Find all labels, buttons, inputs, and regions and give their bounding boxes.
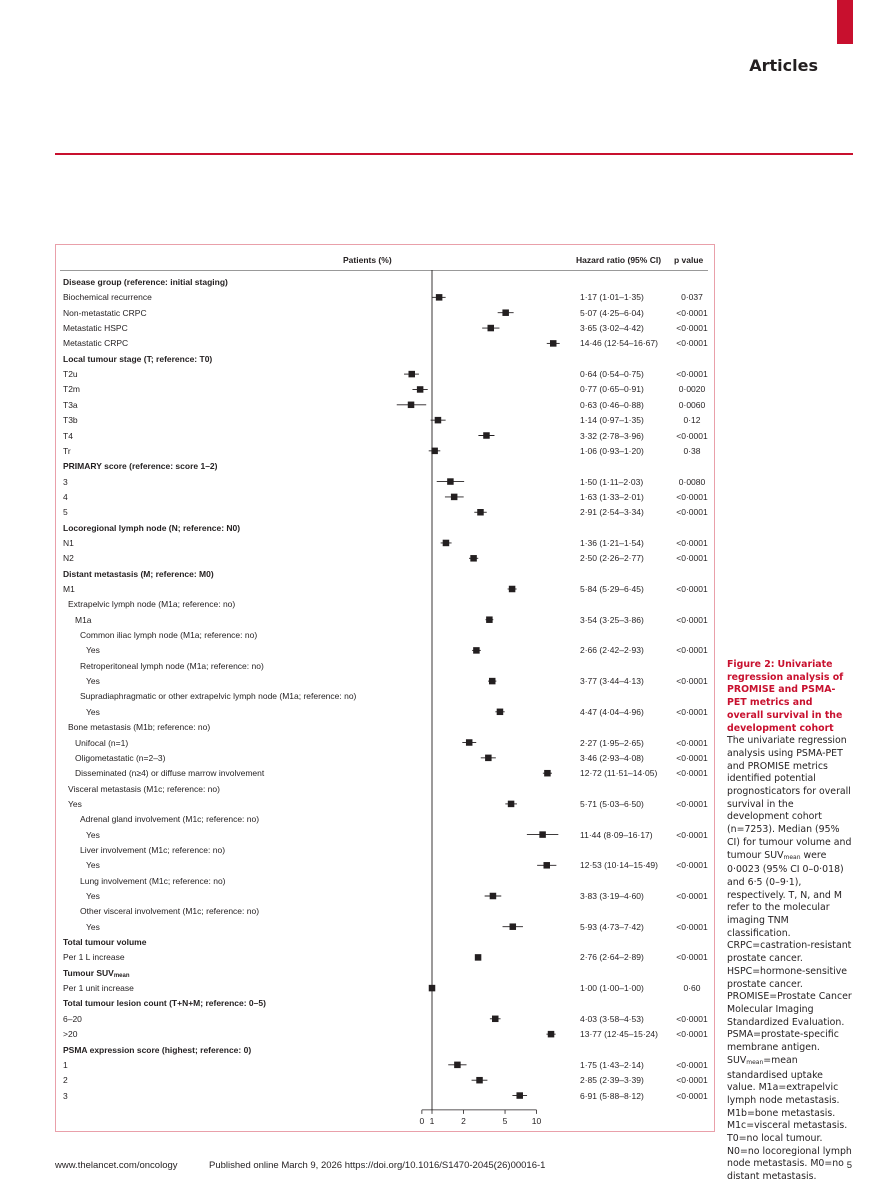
row-label [75,613,92,627]
hazard-ratio-cell: 1·14 (0·97–1·35) [580,415,644,426]
row-label-text: Metastatic CRPC [63,338,129,349]
caption-body-2: were 0·0023 (95% CI 0–0·018) and 6·5 (0–9·1), respectively. T, N, and M refer to the molecular imaging TNM classification. CRPC=castration-resistant prostate cancer. HSPC=hormone-sensitive prostate cancer. PROMISE=Prostate Cancer Molecular Imaging Standardized Evaluation. PSMA=prostate-specific membrane antigen. SUV [727,849,852,1066]
section-title: Articles [749,56,818,75]
hazard-ratio-cell: 12·53 (10·14–15·49) [580,860,658,871]
row-label [63,1089,68,1103]
row-label [63,336,128,350]
p-value-cell: <0·0001 [676,752,708,763]
p-value-cell: <0·0001 [676,737,708,748]
hazard-ratio-cell: 0·77 (0·65–0·91) [580,384,644,395]
p-value-cell: <0·0001 [676,798,708,809]
hazard-ratio-cell: 2·76 (2·64–2·89) [580,952,644,963]
row-label-text: Tr [63,445,71,456]
p-value-cell: <0·0001 [676,860,708,871]
row-label-text: 4 [63,491,68,502]
hazard-ratio-cell: 13·77 (12·45–15·24) [580,1029,658,1040]
row-label-text: Yes [86,829,100,840]
p-value-cell: <0·0001 [676,553,708,564]
row-label-text: Yes [86,860,100,871]
row-label [63,382,80,396]
row-label [63,1043,251,1057]
x-tick-label: 0 [419,1115,425,1126]
row-label-text: Other visceral involvement (M1c; reference: no) [80,906,260,917]
row-label-text: Common iliac lymph node (M1a; reference: no) [80,630,258,641]
row-label-text: 3 [63,476,68,487]
hazard-ratio-cell: 3·77 (3·44–4·13) [580,676,644,687]
col-header-hazard-ratio: Hazard ratio (95% CI) [576,255,662,265]
row-label-text: T4 [63,430,73,441]
page-number: 5 [846,1160,852,1171]
hazard-ratio-cell: 1·50 (1·11–2·03) [580,476,644,487]
header-rule [55,153,853,155]
footer-journal-url[interactable]: www.thelancet.com/oncology [55,1160,178,1171]
p-value-cell: 0·38 [683,445,701,456]
caption-body-3: =mean standardised uptake value. M1a=extrapelvic lymph node metastasis. M1b=bone metastasis. M1c=visceral metastasis. T0=no local tumour. N0=no locoregional lymph node metastasis. M0=no distant metastasis. [727,1054,852,1183]
hazard-ratio-cell: 1·75 (1·43–2·14) [580,1059,644,1070]
p-value-cell: <0·0001 [676,307,708,318]
p-value-cell: <0·0001 [676,1059,708,1070]
row-label-text: Non-metastatic CRPC [63,307,147,318]
p-value-cell: <0·0001 [676,491,708,502]
row-label [68,720,210,734]
p-value-cell: <0·0001 [676,430,708,441]
row-label [63,551,74,565]
row-label-text: Yes [86,706,100,717]
col-header-p-value: p value [674,255,704,265]
row-label-text: Yes [68,798,82,809]
row-label-text: 3 [63,1090,68,1101]
p-value-cell: 0·60 [683,983,701,994]
hazard-ratio-cell: 12·72 (11·51–14·05) [580,768,658,779]
row-label [80,812,259,826]
row-label [63,444,71,458]
row-label [86,674,100,688]
row-label [86,828,100,842]
row-label [63,475,68,489]
row-label-text: T2m [63,384,80,395]
p-value-cell: <0·0001 [676,507,708,518]
p-value-cell: <0·0001 [676,829,708,840]
p-value-cell: <0·0001 [676,537,708,548]
x-tick-label: 10 [531,1115,542,1126]
row-label-text: Supradiaphragmatic or other extrapelvic lymph node (M1a; reference: no) [80,691,357,702]
row-label [63,567,214,581]
hazard-ratio-cell: 4·47 (4·04–4·96) [580,706,644,717]
p-value-cell: <0·0001 [676,921,708,932]
row-label-text: Yes [86,676,100,687]
row-label [63,521,240,535]
hazard-ratio-cell: 0·64 (0·54–0·75) [580,369,644,380]
row-label-text: Per 1 unit increase [63,983,134,994]
row-label-text: Yes [86,645,100,656]
row-label [75,751,165,765]
row-label [63,996,266,1010]
row-label-text: Distant metastasis (M; reference: M0) [63,568,214,579]
hazard-ratio-cell: 2·50 (2·26–2·77) [580,553,644,564]
hazard-ratio-cell: 1·06 (0·93–1·20) [580,445,644,456]
row-label [63,490,68,504]
footer-doi[interactable]: Published online March 9, 2026 https://doi.org/10.1016/S1470-2045(26)00016-1 [209,1160,546,1171]
row-label [80,659,264,673]
p-value-cell: 0·12 [683,415,701,426]
p-value-cell: <0·0001 [676,706,708,717]
row-label-text: T2u [63,369,78,380]
row-label-text: Per 1 L increase [63,952,125,963]
hazard-ratio-cell: 2·85 (2·39–3·39) [580,1075,644,1086]
row-label [63,306,147,320]
row-label [63,950,125,964]
row-label [63,459,218,473]
p-value-cell: <0·0001 [676,323,708,334]
row-label [86,643,100,657]
row-label [80,689,356,703]
row-label [63,1027,77,1041]
p-value-cell: <0·0001 [676,952,708,963]
row-label [86,858,100,872]
row-label-text: M1 [63,584,75,594]
col-header-patients: Patients (%) [343,255,392,265]
figure-caption [727,659,852,1184]
hazard-ratio-cell: 3·65 (3·02–4·42) [580,323,644,334]
row-label [63,429,73,443]
row-label-text: Unifocal (n=1) [75,737,129,748]
header-divider [60,270,708,271]
row-label-text: Bone metastasis (M1b; reference: no) [68,722,211,733]
row-label-text: Locoregional lymph node (N; reference: N0) [63,522,241,533]
row-label-text: PSMA expression score (highest; reference: 0) [63,1044,252,1055]
row-label [63,398,78,412]
p-value-cell: <0·0001 [676,369,708,380]
row-label [75,736,128,750]
row-label-sub: mean [113,972,130,979]
row-label [68,797,82,811]
row-label-text: Retroperitoneal lymph node (M1a; reference: no) [80,660,264,671]
journal-tab-marker [837,0,853,44]
p-value-cell: 0·0060 [678,399,706,410]
row-label [68,597,235,611]
p-value-cell: <0·0001 [676,614,708,625]
caption-sub-1: mean [783,853,801,861]
hazard-ratio-cell: 1·36 (1·21–1·54) [580,537,644,548]
row-label [68,782,220,796]
caption-sub-2: mean [746,1058,764,1066]
row-label [80,904,259,918]
hazard-ratio-cell: 0·63 (0·46–0·88) [580,399,644,410]
p-value-cell: 0·0080 [678,476,706,487]
row-label [63,1058,68,1072]
hazard-ratio-cell: 1·63 (1·33–2·01) [580,491,644,502]
row-label [86,920,100,934]
p-value-cell: <0·0001 [676,1075,708,1086]
row-label-text: 5 [63,507,68,518]
row-label [63,290,152,304]
row-label-text: Metastatic HSPC [63,323,128,334]
hazard-ratio-cell: 14·46 (12·54–16·67) [580,338,658,349]
row-label [63,536,74,550]
row-label-text: Yes [86,921,100,932]
hazard-ratio-cell: 11·44 (8·09–16·17) [580,829,653,840]
p-value-cell: <0·0001 [676,338,708,349]
row-label [63,367,78,381]
row-label-text: Yes [86,891,100,901]
hazard-ratio-cell: 3·54 (3·25–3·86) [580,614,644,625]
row-label [63,352,212,366]
p-value-cell: <0·0001 [676,1013,708,1024]
row-label-text: 1 [63,1059,68,1070]
p-value-cell: 0·0020 [678,384,706,395]
hazard-ratio-cell: 3·46 (2·93–4·08) [580,752,644,763]
row-label [86,889,100,903]
row-label-text: T3b [63,415,78,426]
row-label [63,1012,82,1026]
row-label [63,981,134,995]
p-value-cell: <0·0001 [676,768,708,779]
row-label-text: N2 [63,553,74,564]
row-label-text: >20 [63,1029,78,1040]
row-label [63,582,75,596]
row-label-text: Extrapelvic lymph node (M1a; reference: no) [68,599,236,610]
row-label-text: Biochemical recurrence [63,292,152,303]
row-label-text: Total tumour volume [63,937,147,948]
hazard-ratio-cell: 5·84 (5·29–6·45) [580,584,644,594]
row-label [63,413,78,427]
row-label [80,843,225,857]
row-label-text: Visceral metastasis (M1c; reference: no) [68,783,220,794]
caption-body-1: The univariate regression analysis using PSMA-PET and PROMISE metrics identified potential prognosticators for overall survival in the development cohort (n=7253). Median (95% CI) for tumour volume and tumour SUV [727,735,852,861]
row-label [63,275,228,289]
row-label-text: Local tumour stage (T; reference: T0) [63,353,213,364]
hazard-ratio-cell: 6·91 (5·88–8·12) [580,1090,644,1101]
row-label-text: Oligometastatic (n=2–3) [75,752,166,763]
hazard-ratio-cell: 5·93 (4·73–7·42) [580,921,644,932]
p-value-cell: <0·0001 [676,676,708,687]
p-value-cell: <0·0001 [676,645,708,656]
caption-title: Univariate regression analysis of PROMISE and PSMA-PET metrics and overall survival in the development cohort [727,659,844,734]
x-tick-label: 2 [461,1115,466,1126]
row-label-text: Disease group (reference: initial staging) [63,277,228,287]
hazard-ratio-cell: 2·91 (2·54–3·34) [580,507,644,518]
row-label [63,321,128,335]
row-label-text: Adrenal gland involvement (M1c; reference: no) [80,814,260,825]
row-label [75,766,264,780]
row-label [80,874,226,888]
row-label-text: 6–20 [63,1013,82,1024]
hazard-ratio-cell: 1·17 (1·01–1·35) [580,292,644,303]
hazard-ratio-cell: 4·03 (3·58–4·53) [580,1013,644,1024]
row-label [80,628,257,642]
row-label [63,1073,68,1087]
hazard-ratio-cell: 1·00 (1·00–1·00) [580,983,644,994]
p-value-cell: 0·037 [681,292,703,303]
row-label-text: Liver involvement (M1c; reference: no) [80,844,226,855]
p-value-cell: <0·0001 [676,891,708,901]
hazard-ratio-cell: 3·32 (2·78–3·96) [580,430,644,441]
row-label-text: T3a [63,399,78,410]
row-label [86,705,100,719]
p-value-cell: <0·0001 [676,1090,708,1101]
row-label-text: PRIMARY score (reference: score 1–2) [63,461,218,472]
p-value-cell: <0·0001 [676,584,708,594]
x-tick-label: 5 [502,1115,508,1126]
row-label [63,505,68,519]
row-label-text: Total tumour lesion count (T+N+M; reference: 0–5) [63,998,266,1009]
hazard-ratio-cell: 5·07 (4·25–6·04) [580,307,644,318]
p-value-cell: <0·0001 [676,1029,708,1040]
row-label-text: N1 [63,537,74,548]
row-label-text: 2 [63,1075,68,1086]
hazard-ratio-cell: 2·66 (2·42–2·93) [580,645,644,656]
caption-label: Figure 2: [727,659,775,670]
row-label-text: Disseminated (n≥4) or diffuse marrow involvement [75,768,265,779]
hazard-ratio-cell: 3·83 (3·19–4·60) [580,891,644,901]
row-label-text: Lung involvement (M1c; reference: no) [80,875,226,886]
x-tick-label: 1 [429,1115,435,1126]
row-label-text: M1a [75,614,92,625]
hazard-ratio-cell: 2·27 (1·95–2·65) [580,737,644,748]
row-label-text: Tumour SUV [63,967,114,978]
row-label [63,935,146,949]
hazard-ratio-cell: 5·71 (5·03–6·50) [580,798,644,809]
